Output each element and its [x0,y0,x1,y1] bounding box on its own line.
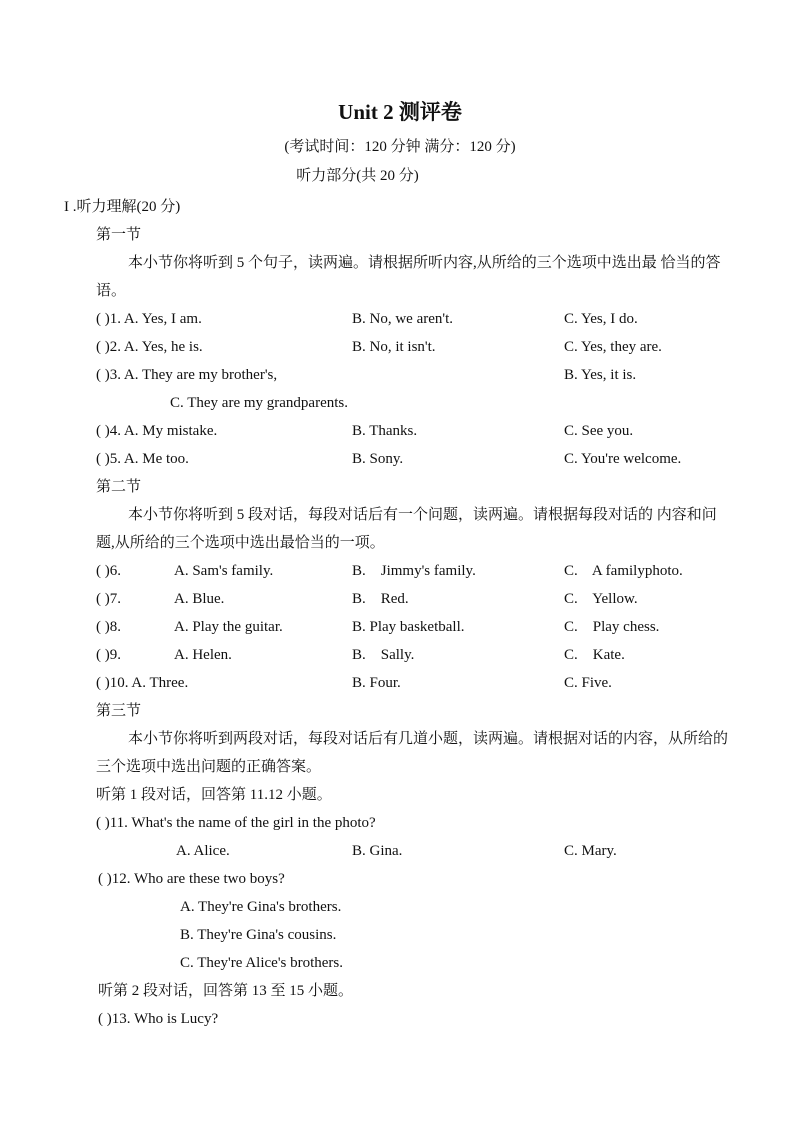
q2-stem: ( )2. A. Yes, he is. [96,339,203,355]
q6-option-a: A. Sam's family. [174,563,274,579]
q4-option-b: B. Thanks. [352,423,418,439]
q6-number: ( )6. [96,563,121,579]
q11-stem: ( )11. What's the name of the girl in the photo? [96,815,376,831]
q7-option-a: A. Blue. [174,591,225,607]
q12-stem: ( )12. Who are these two boys? [98,871,285,887]
q1-option-b: B. No, we aren't. [352,311,454,327]
q8-option-b: B. Play basketball. [352,619,465,635]
q7-number: ( )7. [96,591,121,607]
q7-option-c: C. Yellow. [564,591,638,607]
q4-option-c: C. See you. [564,423,634,439]
q2-option-c: C. Yes, they are. [564,339,662,355]
q1-stem: ( )1. A. Yes, I am. [96,311,202,327]
q11-option-c: C. Mary. [564,843,617,859]
part1-instructions: 本小节你将听到 5 个句子，读两遍。请根据所听内容,从所给的三个选项中选出最 恰当的答语。 [96,255,721,299]
q12-option-c: C. They're Alice's brothers. [180,955,344,971]
part3-label: 第三节 [96,703,142,719]
q9-option-b: B. Sally. [352,647,415,663]
q8-option-c: C. Play chess. [564,619,660,635]
q7-option-b: B. Red. [352,591,409,607]
q9-option-c: C. Kate. [564,647,625,663]
q9-option-a: A. Helen. [174,647,232,663]
q5-option-c: C. You're welcome. [564,451,682,467]
dialogue1-note: 听第 1 段对话，回答第 11.12 小题。 [96,787,332,803]
q1-option-c: C. Yes, I do. [564,311,638,327]
q10-stem: ( )10. A. Three. [96,675,189,691]
q13-stem: ( )13. Who is Lucy? [98,1011,219,1027]
q12-option-b: B. They're Gina's cousins. [180,927,337,943]
q2-option-b: B. No, it isn't. [352,339,436,355]
q6-option-c: C. A familyphoto. [564,563,683,579]
q3-option-b: B. Yes, it is. [564,367,637,383]
q4-stem: ( )4. A. My mistake. [96,423,218,439]
part2-label: 第二节 [96,479,142,495]
q5-option-b: B. Sony. [352,451,404,467]
q3-option-c: C. They are my grandparents. [170,395,349,411]
part-title: 听力部分(共 20 分) [296,168,419,184]
part3-instructions: 本小节你将听到两段对话，每段对话后有几道小题，读两遍。请根据对话的内容，从所给的三个选项中选出问题的正确答案。 [96,731,729,775]
q3-stem: ( )3. A. They are my brother's, [96,367,278,383]
q8-number: ( )8. [96,619,121,635]
q10-option-c: C. Five. [564,675,612,691]
part1-label: 第一节 [96,227,142,243]
q6-option-b: B. Jimmy's family. [352,563,476,579]
page-title: Unit 2 测评卷 [338,100,462,124]
q11-option-b: B. Gina. [352,843,403,859]
exam-info: (考试时间：120 分钟 满分：120 分) [284,139,516,155]
q8-option-a: A. Play the guitar. [174,619,283,635]
q9-number: ( )9. [96,647,121,663]
q5-stem: ( )5. A. Me too. [96,451,189,467]
q11-option-a: A. Alice. [176,843,230,859]
q12-option-a: A. They're Gina's brothers. [180,899,342,915]
q10-option-b: B. Four. [352,675,401,691]
section-heading: I .听力理解(20 分) [64,199,181,215]
part2-instructions: 本小节你将听到 5 段对话，每段对话后有一个问题，读两遍。请根据每段对话的 内容和问题,从所给的三个选项中选出最恰当的一项。 [96,507,717,551]
dialogue2-note: 听第 2 段对话，回答第 13 至 15 小题。 [98,983,354,999]
